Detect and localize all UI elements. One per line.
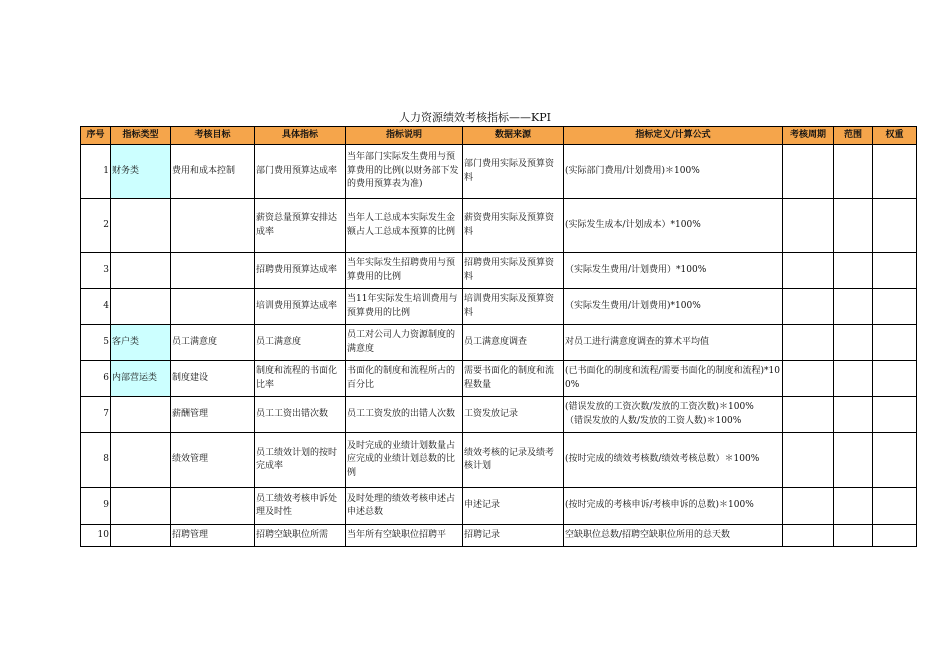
header-data-source: 数据来源 <box>463 127 564 145</box>
cell-goal: 费用和成本控制 <box>171 145 255 199</box>
cell-no: 10 <box>81 525 111 547</box>
cell-goal: 员工满意度 <box>171 325 255 361</box>
cell-indicator: 薪资总量预算安排达成率 <box>255 199 346 253</box>
cell-type <box>111 397 171 433</box>
cell-indicator: 制度和流程的书面化比率 <box>255 361 346 397</box>
cell-data-source: 薪资费用实际及预算资料 <box>463 199 564 253</box>
table-row <box>81 397 917 433</box>
header-type: 指标类型 <box>111 127 171 145</box>
cell-formula: （实际发生费用/计划费用)*100% <box>564 289 783 325</box>
cell-no: 4 <box>81 289 111 325</box>
cell-cycle <box>783 253 834 289</box>
cell-indicator: 部门费用预算达成率 <box>255 145 346 199</box>
cell-description: 及时处理的绩效考核申述占申述总数 <box>346 488 463 525</box>
cell-type <box>111 525 171 547</box>
formula-line: (错误发放的工资次数/发放的工资次数)＊100% <box>565 402 754 412</box>
table-row <box>81 289 917 325</box>
header-description: 指标说明 <box>346 127 463 145</box>
cell-data-source: 员工满意度调查 <box>463 325 564 361</box>
cell-description: 书面化的制度和流程所占的百分比 <box>346 361 463 397</box>
table-row <box>81 325 917 361</box>
cell-scope <box>834 289 873 325</box>
cell-indicator: 员工工资出错次数 <box>255 397 346 433</box>
cell-scope <box>834 433 873 488</box>
cell-cycle <box>783 145 834 199</box>
cell-formula: 空缺职位总数/招聘空缺职位所用的总天数 <box>564 525 783 547</box>
cell-goal: 招聘管理 <box>171 525 255 547</box>
cell-scope <box>834 361 873 397</box>
cell-cycle <box>783 433 834 488</box>
cell-type: 财务类 <box>111 145 171 199</box>
cell-goal: 绩效管理 <box>171 433 255 488</box>
cell-type <box>111 289 171 325</box>
cell-data-source: 培训费用实际及预算资料 <box>463 289 564 325</box>
cell-data-source: 招聘记录 <box>463 525 564 547</box>
cell-formula: (按时完成的考核申诉/考核申诉的总数)＊100% <box>564 488 783 525</box>
table-row <box>81 361 917 397</box>
cell-goal <box>171 289 255 325</box>
cell-weight <box>873 253 917 289</box>
cell-type <box>111 433 171 488</box>
cell-weight <box>873 145 917 199</box>
cell-cycle <box>783 525 834 547</box>
cell-no: 2 <box>81 199 111 253</box>
cell-weight <box>873 488 917 525</box>
cell-cycle <box>783 289 834 325</box>
cell-description: 员工对公司人力资源制度的满意度 <box>346 325 463 361</box>
cell-type <box>111 488 171 525</box>
cell-indicator: 招聘空缺职位所需 <box>255 525 346 547</box>
cell-no: 8 <box>81 433 111 488</box>
kpi-table <box>80 126 917 547</box>
cell-weight <box>873 433 917 488</box>
table-row <box>81 525 917 547</box>
cell-type: 内部营运类 <box>111 361 171 397</box>
cell-indicator: 员工绩效计划的按时完成率 <box>255 433 346 488</box>
cell-description: 当年所有空缺职位招聘平 <box>346 525 463 547</box>
cell-data-source: 申述记录 <box>463 488 564 525</box>
cell-formula: (实际发生成本/计划成本）*100% <box>564 199 783 253</box>
cell-indicator: 招聘费用预算达成率 <box>255 253 346 289</box>
cell-weight <box>873 325 917 361</box>
cell-formula: (实际部门费用/计划费用)＊100% <box>564 145 783 199</box>
cell-indicator: 员工绩效考核申诉处理及时性 <box>255 488 346 525</box>
cell-data-source: 绩效考核的记录及绩考核计划 <box>463 433 564 488</box>
cell-weight <box>873 289 917 325</box>
cell-cycle <box>783 361 834 397</box>
cell-description: 员工工资发放的出错人次数 <box>346 397 463 433</box>
cell-type: 客户类 <box>111 325 171 361</box>
header-weight: 权重 <box>873 127 917 145</box>
cell-weight <box>873 361 917 397</box>
cell-scope <box>834 253 873 289</box>
cell-description: 当年部门实际发生费用与预算费用的比例(以财务部下发的费用预算表为准) <box>346 145 463 199</box>
cell-no: 3 <box>81 253 111 289</box>
header-formula: 指标定义/计算公式 <box>564 127 783 145</box>
header-indicator: 具体指标 <box>255 127 346 145</box>
cell-goal <box>171 488 255 525</box>
table-row <box>81 433 917 488</box>
cell-goal: 制度建设 <box>171 361 255 397</box>
cell-formula: (已书面化的制度和流程/需要书面化的制度和流程)*100% <box>564 361 783 397</box>
table-row <box>81 488 917 525</box>
cell-goal: 薪酬管理 <box>171 397 255 433</box>
table-row <box>81 145 917 199</box>
cell-cycle <box>783 488 834 525</box>
cell-scope <box>834 397 873 433</box>
cell-data-source: 部门费用实际及预算资料 <box>463 145 564 199</box>
header-scope: 范围 <box>834 127 873 145</box>
cell-formula <box>564 397 783 433</box>
cell-cycle <box>783 199 834 253</box>
cell-indicator: 培训费用预算达成率 <box>255 289 346 325</box>
cell-formula: (按时完成的绩效考核数/绩效考核总数）＊100% <box>564 433 783 488</box>
table-row <box>81 253 917 289</box>
cell-weight <box>873 199 917 253</box>
cell-scope <box>834 199 873 253</box>
cell-scope <box>834 145 873 199</box>
cell-formula: 对员工进行满意度调查的算术平均值 <box>564 325 783 361</box>
cell-description: 及时完成的业绩计划数量占应完成的业绩计划总数的比例 <box>346 433 463 488</box>
cell-type <box>111 199 171 253</box>
cell-scope <box>834 488 873 525</box>
cell-type <box>111 253 171 289</box>
cell-data-source: 工资发放记录 <box>463 397 564 433</box>
cell-description: 当年实际发生招聘费用与预算费用的比例 <box>346 253 463 289</box>
cell-no: 9 <box>81 488 111 525</box>
cell-no: 5 <box>81 325 111 361</box>
cell-cycle <box>783 397 834 433</box>
cell-no: 6 <box>81 361 111 397</box>
header-goal: 考核目标 <box>171 127 255 145</box>
cell-no: 7 <box>81 397 111 433</box>
cell-formula: （实际发生费用/计划费用）*100% <box>564 253 783 289</box>
cell-description: 当年人工总成本实际发生金额占人工总成本预算的比例 <box>346 199 463 253</box>
cell-cycle <box>783 325 834 361</box>
table-header-row <box>81 127 917 145</box>
cell-scope <box>834 325 873 361</box>
cell-weight <box>873 525 917 547</box>
cell-description: 当11年实际发生培训费用与预算费用的比例 <box>346 289 463 325</box>
table-row <box>81 199 917 253</box>
cell-data-source: 招聘费用实际及预算资料 <box>463 253 564 289</box>
page-title: 人力资源绩效考核指标——KPI <box>399 111 551 124</box>
cell-indicator: 员工满意度 <box>255 325 346 361</box>
cell-goal <box>171 199 255 253</box>
cell-goal <box>171 253 255 289</box>
cell-data-source: 需要书面化的制度和流程数量 <box>463 361 564 397</box>
formula-line: （错误发放的人数/发放的工资人数)＊100% <box>565 415 742 426</box>
header-cycle: 考核周期 <box>783 127 834 145</box>
cell-scope <box>834 525 873 547</box>
cell-weight <box>873 397 917 433</box>
cell-no: 1 <box>81 145 111 199</box>
header-no: 序号 <box>81 127 111 145</box>
